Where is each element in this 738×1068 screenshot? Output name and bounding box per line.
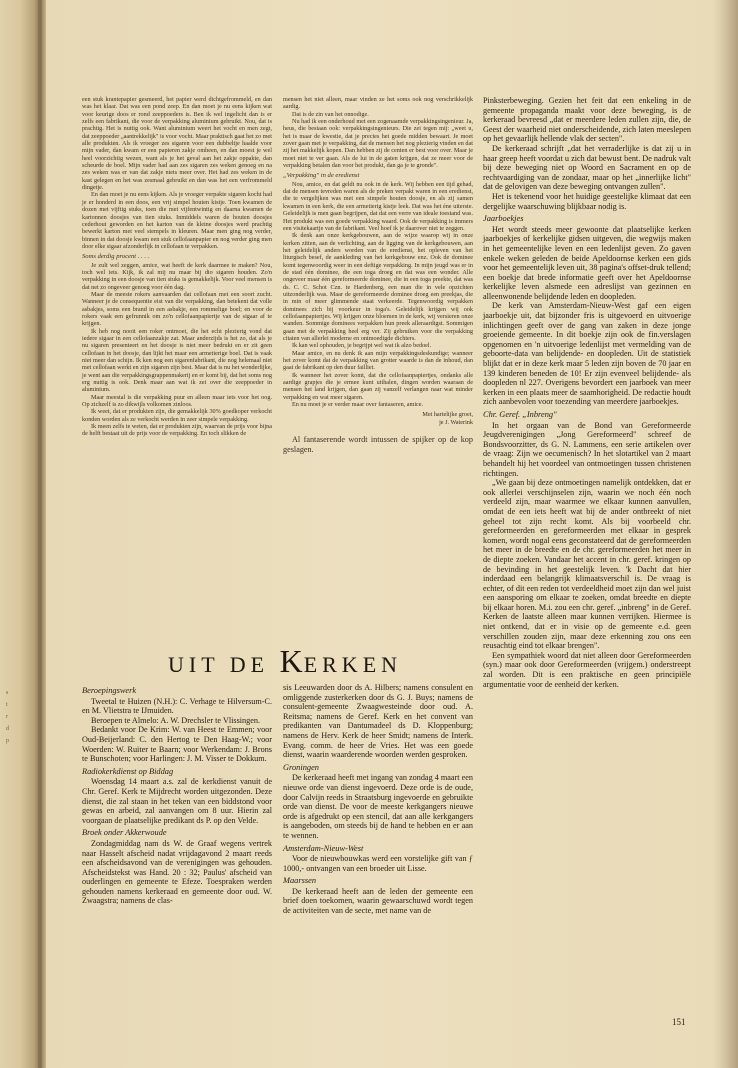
paragraph: Ik weet, dat er produkten zijn, die gemakkelijk 30% goedkoper verkocht konden worden als ze verkocht werden in zeer simpele verpakking. xyxy=(82,408,272,423)
paragraph: Zondagmiddag nam ds W. de Graaf wegens vertrek naar Hasselt afscheid nadat vrijdagavond 2 maart reeds een afscheidsavond van de verenigingen was gehouden. Afscheidstekst was Hand. 20 : 32; Paulus' afscheid van ouderlingen en gemeente te Efeze. Toespraken werden gehouden namens kerkeraad en gemeente door oud. W. Zwaagstra; namens de clas- xyxy=(82,838,272,906)
subheading: „Verpakking" in de eredienst xyxy=(283,172,360,180)
section-title-prefix: UIT DE xyxy=(167,652,280,677)
paragraph: Maar de meeste rokers aanvaarden dat cellofaan met een soort zucht. Wanneer je de consequentie eist van die verpakking, dan betekent dat volle asbakjes, soms een brand in een asbakje, een rommelige boel; en voor de rokers vaak een gefrunnik om zo'n cellofaanpapiertje van de sigaar af te krijgen. xyxy=(82,290,272,328)
paragraph: Ik heb nog nooit een roker ontmoet, die het echt plezierig vond dat iedere sigaar in een cellofaanzakje zat. Maar anderzijds is het zo, dat als je nu sigaren presenteert en het doosje is niet meer bedrukt en er zit geen cellofaan in het doosje, dan lijkt het maar een armetierige boel. Dat is vaak niet meer dan schijn. Ik ken nog een sigarenfabrikant, die nog helemaal niet met cellofaan werkt en zijn sigaren zijn best. Maar dat is nu het wonderlijke, je went aan die verpakkingsgrappenmakerij en er komt bij, dat het soms nog erg nuttig is ook. Denk maar aan wat ik zei over die zeeppoeder in aluminium. xyxy=(82,327,272,394)
paragraph: Het wordt steeds meer gewoonte dat plaatselijke kerken jaarboekjes of kerkelijke gidsen uitgeven, die wegwijs maken in het gemeentelijke leven en een ledenlijst geven. Zo gaven enkele weken geleden de beide Apeldoornse kerken een gids voor het gemeentelijk leven uit, 38 pagina's offset-druk tellend; een boekje dat brede informatie geeft over het Apeldoornse kerkelijke leven alsmede een adreslijst van gezinnen en alleenwonende belijdende leden en doopleden. xyxy=(483,224,691,301)
binding-hinge xyxy=(38,0,42,1068)
paragraph: Het is tekenend voor het huidige geestelijke klimaat dat een dergelijke waarschuwing blijkbaar nodig is. xyxy=(483,191,691,211)
margin-mark: d xyxy=(6,726,9,732)
page-number: 151 xyxy=(672,1017,686,1027)
paragraph: Pinksterbeweging. Gezien het feit dat een enkeling in de gemeente propaganda maakt voor deze beweging, is de kerkeraad bevreesd „dat er meerdere leden zullen zijn, die, de Geest der waarheid niet onderscheidende, zich laten meeslepen op het gevaarlijk hellende vlak der secten". xyxy=(483,96,691,144)
article-column-3 xyxy=(483,96,691,689)
news-column-2 xyxy=(283,683,473,916)
paragraph: En dan moet je nu eens kijken. Als je vroeger verpakte sigaren kocht had je er honderd in een doos, een vrij simpel houten kistje. Toen kwamen de dozen met vijftig stuks, toen die met vijfentwintig en daarna kwamen de kartonnen doosjes van tien stuks. Inmiddels waren de houten doosjes cederhout geworden en het karton van de kleine doosjes werd prachtig bewerkt karton met veel stempels in kleuren. Maar men ging nog verder, binnen in dat doosje kwam een stuk cellofaanpapier en nog verder ging men door elke sigaar afzonderlijk in cellofaan te verpakken. xyxy=(82,191,272,250)
paragraph: Voor de nieuwbouwkas werd een vorstelijke gift van ƒ 1000,- ontvangen van een broeder uit Lisse. xyxy=(283,854,473,873)
signoff-author: je J. Waterink xyxy=(439,418,473,426)
subheading: Beroepingswerk xyxy=(82,686,137,695)
article-column-2 xyxy=(283,96,473,454)
paragraph: Beroepen te Almelo: A. W. Drechsler te Vlissingen. xyxy=(91,715,261,725)
paragraph: Maar meestal is die verpakking puur en alleen maar iets voor het oog. Op zichzelf is zo dikwijls volkomen zinloos. xyxy=(82,393,272,409)
subheading: Maarssen xyxy=(283,876,317,886)
news-column-1 xyxy=(82,683,272,906)
subheading: Radiokerkdienst op Biddag xyxy=(82,766,174,776)
paragraph: De kerkeraad schrijft „dat het verraderlijke is dat zij u in haar greep heeft voordat u zich dat bewust bent. De nadruk valt bij deze beweging niet op Woord en Sacrament en op de rechtvaardiging van de zondaar, maar op het „innerlijke licht" dat de gelovigen van deze beweging ontvangen zullen". xyxy=(483,143,691,192)
margin-mark: s xyxy=(6,690,9,696)
paragraph: „We gaan bij deze ontmoetingen namelijk ontdekken, dat er ook allerlei verschijnselen zijn, waarin we noch één noch verdeeld zijn, maar waarmee we elkaar kunnen aanvullen, omdat de een iets heeft wat bij de ander ontbreekt of niet geheel tot zijn recht komt. Als bij voorbeeld chr. gereformeerden en gereformeerden met elkaar in gesprek komen, wordt nogal eens geconstateerd dat de gereformeerden het meer in de breedte en de chr. gereformeerden het meer in de diepte zoeken. Vandaar het accent in chr. geref. kringen op de bevinding in het geestelijk leven. 'k Dacht dat hier inderdaad een belangrijk klimaatsverschil is. De vraag is echter, of dit een reden tot verdeeldheid moet zijn dan wel juist een aansporing om elkaar te zoeken, omdat breedte en diepte bij elkaar horen. M.i. zou een chr. geref. „inbreng" in de Geref. Kerken de laatste alleen maar kunnen verrijken. Hiermee is niet ontkend, dat er in visie op de gemeente e.d. geen verschillen zouden zijn, maar deze erkenning zou ons een reusachtig eind tot elkaar brengen". xyxy=(483,478,691,651)
paragraph: mensen het niet alleen, maar vinden ze het soms ook nog verschrikkelijk aardig. xyxy=(283,96,473,111)
paragraph: Ik wanneer het zover komt, dat die cellofaanpapiertjes, ondanks alle aardige grapjes die je ermee kunt uithalen, dingen worden waaraan de mensen het land krijgen, dan gaan zij vanzelf verlangen naar wat minder verpakking en wat meer sigaren. xyxy=(283,371,473,401)
section-title-initial: K xyxy=(279,643,304,679)
signoff xyxy=(283,411,473,426)
paragraph: De kerkeraad heeft aan de leden der gemeente een brief doen toekomen, waarin gewaarschuwd wordt tegen de activiteiten van de secte, met name van de xyxy=(283,886,473,916)
paragraph: Dat is de zin van het onnodige. xyxy=(292,110,369,118)
paragraph: een stuk krantepapier gesmeerd, het papier werd dichtgefrommeld, en dan was het klaar. Dat was een pond zeep. En dan moet je nu eens kijken wat voor keurige doos er rond zeeppoeders is. Ben ik wel ingelicht dan is er zelfs een fabrikant, die voor de verpakking aluminium gebruikt. Nou, dat is prachtig. Het is nuttig ook. Want aluminium weert het vocht en men zegt, dat zeeppoeder „aantrekkelijk" is voor vocht. Maar praktisch gaat het zo met alle produkten. Als ik vroeger zes sigaren voor een dubbeltje haalde voor mijn vader, dan kwam er een papieren zakje omheen, en dan moest je wel heel voorzichtig wezen, want als je het geval aan het zakje oppakte, dan scheurde de boel. Mijn vader had aan zes sigaren zes weken genoeg en na zes weken was er van dat zakje niets meer over. Het had zes weken in de kast gelegen en het was zesmaal gebruikt en dan was het een verfrommeld dingetje. xyxy=(82,96,272,192)
margin-mark: t xyxy=(6,702,8,708)
page-edge-shadow xyxy=(712,0,738,1068)
article-column-1 xyxy=(82,96,272,438)
paragraph: Ik denk aan onze kerkgebouwen, aan de wijze waarop wij in onze kerken zitten, aan de verlichting, aan de ligging van de kerkgebouwen, aan het geleidelijk anders worden van de eredienst, het opleven van het liturgisch besef, de aankleding van het kerkgebouw enz. Ook de dominee komt tegenwoordig weer in een deftige verpakking. In mijn jeugd was er in de stad één dominee, die een toga droeg en dat was een wonder. Alle ongeveer maar één gereformeerde dominee, die in een toga preekte, dat was ds. C. C. Schot Czn. te Hardenberg, een man die in vele opzichten uitzonderlijk was. Maar de gereformeerde dominee droeg een preekjas, die in min of meer glimmende staat verkeerde. Tegenwoordig verpakken dominees zich bij voorkeur in toga's. Geleidelijk krijgen wij ook cellofaanpapiertjes. Wij krijgen onze bloemen in de kerk, wij versieren onze wanden. Sommige dominees verpakken hun preek alleraardigst. Sommigen gaan met de verpakking heel erg ver. Zij gebruiken voor die verpakking citaten van allerlei moderne en ontmoedigde dichters. xyxy=(283,232,473,342)
paragraph: Nu had ik een onderhoud met een zogenaamde verpakkingsingenieur. Ja, heus, die bestaan ook: verpakkingsingenieurs. Die zei tegen mij: „weet u, het is maar de kwestie, dat je precies het goede midden bewaart. Je moet zover gaan met je verpakking, dat de mensen het nog plezierig vinden en dat zij het makkelijk kopen. Dan hebben zij de centen er best voor over. Maar je moet niet te ver gaan. Als de lui in de gaten krijgen, dat ze meer voor de verpakking betalen dan voor het produkt, dan ga je te gronde". xyxy=(283,118,473,170)
paragraph: Maar amice, en nu denk ik aan mijn verpakkingsdeskundige; wanneer het zover komt dat de verpakking van grotter waarde is dan de inhoud, dan gaat de fabrikant op den duur failliet. xyxy=(283,349,473,372)
paragraph: In het orgaan van de Bond van Gereformeerde Jeugdverenigingen „Jong Gereformeerd" schreef de Bondsvoorzitter, ds G. N. Lammens, een serie artikelen over de vraag: Zijn we oecumenisch? In het slotartikel van 2 maart behandelt hij het voordeel van ontmoetingen tussen christenen richtingen. xyxy=(483,420,691,478)
subheading: Amsterdam-Nieuw-West xyxy=(283,843,364,853)
paragraph: Bedankt voor De Krim: W. van Heest te Emmen; voor Oud-Beijerland: C. den Hertog te Den Haag-W.; voor Woerden: W. Ruiter te Baarn; voor Werkendam: J. Brons te Bunschoten; voor Harlingen: J. M. Visser te Dokkum. xyxy=(82,725,272,764)
paragraph: De kerkeraad heeft met ingang van zondag 4 maart een nieuwe orde van dienst ingevoerd. Deze orde is de oude, door Calvijn reeds in Straatsburg ingevoerde en gebruikte orde van dienst. De voor de meeste kerkgangers nieuwe orde is afgedrukt op een stencil, dat aan alle kerkgangers is aangeboden, om steeds bij de hand te hebben en er aan te wennen. xyxy=(283,773,473,840)
paragraph: sis Leeuwarden door ds A. Hilbers; namens consulent en omliggende zusterkerken door ds G. J. Buys; namens de consulent-gemeente Zwaagwesteinde door oud. A. Reitsma; namens de Geref. Kerk en het convent van predikanten van Dantumadeel ds D. Kloppenburg; namens de Herv. Kerk de heer Smidt; namens de Interk. Evang. comm. de heer de Vries. Het was een goede dienst, waarin waarderende woorden werden gesproken. xyxy=(283,683,473,760)
paragraph: En nu moet je er verder maar over fantaseren, amice. xyxy=(292,401,424,409)
subheading: Groningen xyxy=(283,762,319,772)
margin-mark: r xyxy=(6,714,8,720)
paragraph: Ik kan wel ophouden, je begrijpt wel wat ik alzo bedoel. xyxy=(292,342,432,350)
paragraph: Ik meen zelfs te weten, dat er produkten zijn, waarvan de prijs voor bijna de helft bestaat uit de prijs voor de verpakking. En toch slikken de xyxy=(82,423,272,438)
signoff-greeting: Met hartelijke groet, xyxy=(422,411,473,419)
closing-remark: Al fantaserende wordt intussen de spijker op de kop geslagen. xyxy=(283,435,473,454)
subheading: Soms derdig procent . . . . xyxy=(82,253,150,261)
section-title xyxy=(150,643,420,677)
paragraph: Tweetal te Huizen (N.H.): C. Verhage te Hilversum-C. en M. Vlietstra te IJmuiden. xyxy=(82,696,272,716)
subheading: Jaarboekjes xyxy=(483,214,524,224)
subheading: Chr. Geref. „Inbreng" xyxy=(483,410,557,419)
margin-mark: p xyxy=(6,738,9,744)
paragraph: Nou, amice, en dat geldt nu ook in de kerk. Wij hebben een tijd gehad, dat de mensen tevreden waren als de preken verpakt waren in een eredienst, die te vergelijken was met een simpele houten doosje, en als zij samen kwamen in een kerk, die een armetierig kistje leek. Dat was het éne uiterste. Geleidelijk is men gaan begrijpen, dat dat een verre van ideale toestand was. Het produkt was een goede verpakking waard. Ook de verpakking is immers een visitekaartje van de fabrikant. Veel hoef ik je daarover niet te zeggen. xyxy=(283,180,473,232)
paragraph: Woensdag 14 maart a.s. zal de kerkdienst vanuit de Chr. Geref. Kerk te Mijdrecht worden uitgezonden. Deze dienst, die zal staan in het teken van een biddstond voor gewas en arbeid, zal aanvangen om 8 uur. Hierin zal voorgaan de plaatselijke predikant ds P. op den Velde. xyxy=(82,777,272,825)
subheading: Broek onder Akkerwoude xyxy=(82,828,167,838)
paragraph: Je zult wel zeggen, amice, wat heeft de kerk daarmee te maken? Nou, toch wel iets. Kijk, ik zal mij nu maar bij dio sigaren houden. Zo'n verpakking in een doosje van tien stuks is gemakkelijk. Voor veel mensen is dat net zo ongeveer genoeg voor één dag. xyxy=(82,261,272,291)
section-title-rest: ERKEN xyxy=(303,652,403,677)
paragraph: De kerk van Amsterdam-Nieuw-West gaf een eigen jaarboekje uit, dat bijzonder fris is uitgevoerd en uitvoerige inlichtingen geeft over de gang van zaken in deze jonge groeiende gemeente. In dit boekje zijn ook de fin.verslagen opgenomen en 'n uitvoerige ledenlijst met vermelding van de geboorte-data van belijdende- en doopleden. Uit de statistiek blijkt dat er in deze kerk maar 5 leden zijn boven de 70 jaar en 139 kinderen beneden de 10! Er zijn evenveel belijdende- als doopleden nl 227. Overigens bevordert een jaarboek van meer kerken in een plaats meer de saamhorigheid. De redactie houdt zich aanbevolen voor toezending van meerdere jaarboekjes. xyxy=(483,301,691,407)
paragraph: Een sympathiek woord dat niet alleen door Gereformeerden (syn.) maar ook door Gereformeerden (vrijgem.) onderstreept zal worden. Dit is een praktische en geen principiële argumentatie voor de eenheid der kerken. xyxy=(483,650,691,689)
